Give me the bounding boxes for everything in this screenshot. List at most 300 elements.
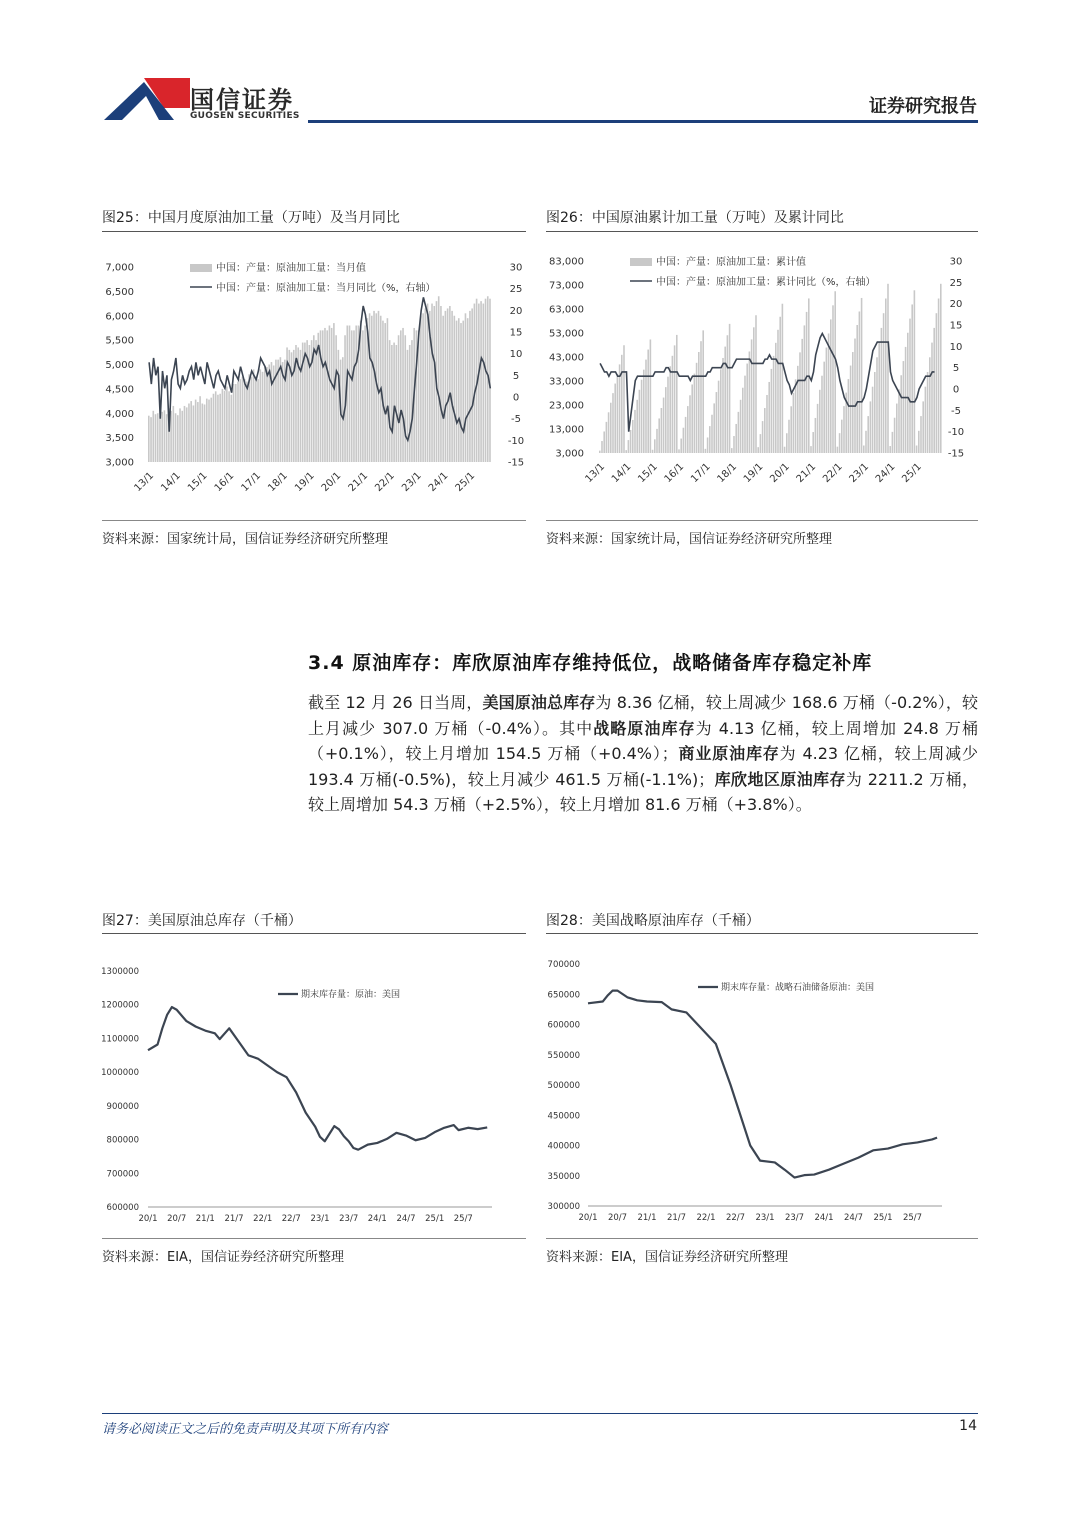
bar [801,339,803,453]
x-tick-label: 25/7 [902,1213,923,1223]
bar [222,389,224,462]
bar [841,420,843,453]
bar [909,319,911,453]
section-bold-1: 美国原油总库存 [482,693,596,712]
bar [199,396,201,462]
y-left-tick-label: 5,500 [105,335,134,347]
x-tick-label: 21/7 [224,1214,244,1224]
bar [713,403,715,453]
bar [784,447,786,453]
bar [186,407,188,462]
bar [933,328,935,453]
bar [889,446,891,453]
legend-label: 中国：产量：原油加工量：当月同比（%，右轴） [216,283,436,294]
x-tick-label: 20/1 [768,461,792,486]
bar [175,413,177,462]
bar [806,312,808,453]
bar [362,330,364,462]
y-right-tick-label: 0 [952,384,960,396]
bar [208,400,210,462]
bar [262,372,264,462]
bar [878,343,880,453]
bar [674,345,676,453]
x-tick-label: 22/7 [281,1214,301,1224]
x-tick-label: 23/1 [310,1214,330,1224]
bar [865,431,867,453]
bar [817,404,819,453]
bar [242,377,244,462]
disclaimer: 请务必阅读正文之后的免责声明及其项下所有内容 [102,1422,389,1437]
y-right-tick-label: 5 [952,363,960,375]
bar [195,400,197,462]
bar [251,377,253,462]
bar [610,403,612,453]
fig27-title-rule [102,933,526,934]
y-left-tick-label: 7,000 [105,262,134,274]
bar [480,301,482,462]
bar [389,340,391,462]
y-right-tick-label: 15 [949,320,963,332]
y-left-tick-label: 53,000 [549,328,584,340]
bar [333,323,335,462]
section-body [308,690,978,818]
y-left-tick-label: 33,000 [549,376,584,388]
y-right-tick-label: -15 [507,457,525,469]
bar [885,299,887,454]
bar [612,393,614,453]
bar [698,352,700,453]
x-tick-label: 24/1 [814,1213,834,1223]
bar [164,410,166,462]
bar [188,404,190,463]
bar [900,375,902,453]
x-tick-label: 21/1 [346,470,371,495]
bar [235,384,237,462]
bar [665,387,667,453]
bar [819,390,821,453]
y-left-tick-label: 5,000 [105,360,134,371]
section-text-3: 为 4.13 亿桶，较上周增加 24.8 万桶（+0.1%），较上月增加 154.5 万桶（+0.4%）； [308,718,978,764]
x-tick-label: 18/1 [715,461,740,486]
bar [676,335,678,453]
section-text-4: 为 4.23 亿桶，较上周减少 193.4 万桶(-0.5%)，较上月减少 461.5 万桶(-1.1%)； [308,744,978,789]
x-tick-label: 23/1 [755,1213,775,1223]
bar [373,311,375,462]
bar [438,296,440,462]
bar [324,328,326,462]
bar [821,376,823,453]
bar [601,441,603,453]
bar [832,305,834,453]
y-left-tick-label: 3,000 [105,457,134,469]
legend-label: 中国：产量：原油加工量：累计同比（%，右轴） [656,277,876,288]
bar [678,449,680,453]
bar [724,347,726,453]
bar [157,413,159,462]
fig26-title: 图26：中国原油累计加工量（万吨）及累计同比 [546,210,844,226]
bar [197,402,199,462]
bar [777,330,779,453]
x-tick-label: 19/1 [741,461,766,486]
bar [914,290,916,453]
y-tick-label: 450000 [547,1111,580,1122]
bar [729,324,731,453]
bar [623,345,625,453]
y-left-tick-label: 4,500 [105,384,134,396]
y-tick-label: 700000 [106,1169,139,1180]
bar [184,406,186,462]
bar [150,417,152,462]
x-tick-label: 20/1 [319,470,344,495]
y-left-tick-label: 3,500 [105,433,134,445]
x-tick-label: 14/1 [159,470,183,495]
bar [193,405,195,462]
bar [632,420,634,453]
bar [400,330,402,462]
fig27-source: 资料来源：EIA，国信证券经济研究所整理 [102,1250,344,1265]
bar [722,358,724,453]
bar [667,377,669,453]
bar [342,357,344,462]
x-tick-label: 15/1 [636,461,660,486]
bar [599,451,601,453]
bar [762,421,764,453]
bar [246,382,248,462]
bar [753,327,755,453]
bar [619,364,621,453]
bar [735,424,737,453]
fig28-title-rule [546,933,978,934]
header-rule [308,120,978,123]
x-tick-label: 16/1 [212,470,237,495]
y-right-tick-label: -10 [507,435,525,447]
bar [213,394,215,462]
y-right-tick-label: 10 [509,349,523,361]
x-tick-label: 21/1 [794,461,819,486]
bar [204,404,206,462]
bar [643,370,645,453]
bar [940,284,942,453]
fig26-source-rule [546,520,978,521]
bar [244,379,246,462]
bar [881,328,883,453]
bar [771,369,773,453]
bar [669,366,671,453]
bar [474,304,476,462]
bar [449,306,451,462]
y-left-tick-label: 13,000 [549,424,584,436]
bar [830,319,832,453]
bar [177,415,179,462]
y-tick-label: 650000 [547,990,580,1001]
y-left-tick-label: 73,000 [549,280,584,292]
x-tick-label: 20/1 [138,1214,158,1224]
bar [219,394,221,462]
y-left-tick-label: 6,500 [105,286,134,298]
bar [239,379,241,462]
bar [404,335,406,462]
bar [658,418,660,453]
brand-name: 国信证券 [190,86,294,114]
bar [427,304,429,462]
bar [447,308,449,462]
y-tick-label: 350000 [547,1171,580,1182]
y-tick-label: 550000 [547,1050,580,1061]
bar [411,340,413,462]
bar [826,348,828,453]
bar [460,323,462,462]
page-number: 14 [959,1418,977,1434]
bar [639,390,641,453]
bar [779,317,781,453]
bar [155,414,157,462]
y-tick-label: 600000 [106,1203,139,1213]
bar [387,318,389,462]
x-tick-label: 20/7 [607,1213,628,1223]
bar [834,291,836,453]
bar [335,335,337,462]
bar [903,361,905,453]
bar [231,395,233,462]
x-tick-label: 13/1 [132,470,157,495]
bar [804,325,806,453]
y-right-tick-label: 20 [509,305,523,317]
x-tick-label: 25/1 [873,1213,893,1223]
bar [927,372,929,453]
bar [861,298,863,453]
x-tick-label: 25/1 [425,1214,445,1224]
bar [371,316,373,462]
x-tick-label: 23/1 [400,470,424,495]
bar [652,450,654,453]
bar [382,321,384,462]
bar [608,412,610,453]
x-tick-label: 21/1 [637,1213,657,1223]
bar [364,326,366,463]
bar [905,347,907,453]
x-tick-label: 20/1 [578,1213,598,1223]
bar [217,395,219,462]
bar [268,365,270,463]
y-right-tick-label: -10 [947,427,965,439]
bar [705,449,707,453]
section-text-1: 截至 12 月 26 日当周， [308,693,483,712]
bar [823,362,825,453]
x-tick-label: 25/7 [453,1214,473,1224]
bar [689,395,691,453]
bar [409,345,411,462]
bar [322,330,324,462]
bar [742,388,744,453]
bar [422,313,424,462]
x-tick-label: 24/7 [396,1214,416,1224]
fig26-chart [546,245,978,515]
bar [202,404,204,463]
bar [647,350,649,453]
y-right-tick-label: -5 [511,414,521,426]
y-left-tick-label: 43,000 [549,352,584,364]
fig26-source: 资料来源：国家统计局，国信证券经济研究所整理 [546,532,833,547]
bar [228,391,230,462]
bar [843,406,845,453]
y-left-tick-label: 3,000 [555,448,584,460]
bar [797,366,799,453]
bar [720,369,722,453]
bar [442,316,444,462]
x-tick-label: 22/1 [253,1214,273,1224]
bar [166,414,168,462]
bar [795,379,797,453]
x-tick-label: 17/1 [239,470,264,495]
bar [625,450,627,453]
bar [433,306,435,462]
bar [786,433,788,453]
fig28-chart [546,950,978,1235]
bar [768,382,770,453]
bar [226,386,228,462]
x-tick-label: 13/1 [583,461,608,486]
bar [856,325,858,453]
bar [839,433,841,453]
y-right-tick-label: 10 [949,341,963,353]
bar [718,381,720,453]
bar [707,437,709,453]
bar [661,408,663,453]
bar [398,335,400,462]
bar [852,352,854,453]
bar [755,315,757,453]
bar [636,400,638,453]
bar [456,321,458,462]
bar [782,304,784,453]
x-tick-label: 20/7 [167,1214,187,1224]
bar [369,313,371,462]
report-type: 证券研究报告 [869,96,977,117]
y-right-tick-label: -5 [951,405,961,417]
bar [462,321,464,462]
bar [277,360,279,462]
x-tick-label: 22/7 [725,1213,746,1223]
bar [709,426,711,453]
bar [757,447,759,453]
bar [260,369,262,462]
bar [237,382,239,462]
fig27-source-rule [102,1238,526,1239]
bar [938,299,940,454]
bar [716,392,718,453]
x-tick-label: 23/1 [847,461,872,486]
bar [641,380,643,453]
bar [315,340,317,462]
y-right-tick-label: 0 [512,392,520,404]
x-tick-label: 24/1 [367,1214,387,1224]
bar [687,406,689,453]
bar [863,446,865,454]
bar [650,339,652,453]
guosen-logo [104,74,194,124]
bar [815,418,817,453]
x-tick-label: 24/1 [873,461,898,486]
bar [854,339,856,453]
legend-label: 中国：产量：原油加工量：累计值 [656,257,806,268]
bar [617,374,619,453]
bar [859,311,861,453]
y-tick-label: 300000 [547,1202,580,1212]
bar [634,410,636,453]
series-line [588,991,937,1178]
bar [773,356,775,453]
fig28-title: 图28：美国战略原油库存（千桶） [546,913,760,929]
bar [828,333,830,453]
y-left-tick-label: 83,000 [549,256,584,268]
bar [691,384,693,453]
y-tick-label: 1000000 [101,1068,139,1079]
x-tick-label: 17/1 [689,461,713,486]
bar [467,318,469,462]
x-tick-label: 25/1 [453,470,478,495]
bar [907,333,909,453]
bar [727,335,729,453]
bar [603,431,605,453]
section-bold-4: 库欣地区原油库存 [714,769,846,789]
bar [867,416,869,453]
bar [848,379,850,453]
bar [872,387,874,453]
bar [255,377,257,462]
bar [420,316,422,462]
section-heading: 3.4 原油库存：库欣原油库存维持低位，战略储备库存稳定补库 [308,652,873,674]
bar [892,432,894,453]
y-tick-label: 1300000 [101,967,139,977]
section-text-2: 为 8.36 亿桶，较上周减少 168.6 万桶（-0.2%），较上月减少 307.0 万桶（-0.4%）。其中 [308,693,978,738]
x-tick-label: 21/1 [195,1214,215,1224]
bar [812,432,814,453]
y-tick-label: 800000 [106,1135,139,1146]
bar [680,439,682,453]
bar [148,416,150,462]
y-right-tick-label: 20 [949,299,963,311]
x-tick-label: 25/1 [900,461,924,486]
bar [329,326,331,463]
bar [874,372,876,453]
bar [744,376,746,453]
y-right-tick-label: -15 [947,448,965,460]
bar [338,350,340,462]
bar [746,364,748,453]
bar [396,345,398,462]
bar [760,434,762,453]
bar [224,391,226,462]
x-tick-label: 23/7 [784,1213,805,1223]
y-tick-label: 500000 [547,1081,580,1091]
bar [326,330,328,462]
bar [925,387,927,453]
bar [876,357,878,453]
bar [210,398,212,462]
bar [469,311,471,462]
bar [793,393,795,453]
bar [152,411,154,462]
bar [159,416,161,462]
y-right-tick-label: 30 [949,256,963,268]
bar [694,374,696,453]
bar [300,350,302,462]
bar [788,420,790,453]
bar [922,401,924,453]
bar [425,308,427,462]
bar [790,406,792,453]
bar [458,318,460,462]
